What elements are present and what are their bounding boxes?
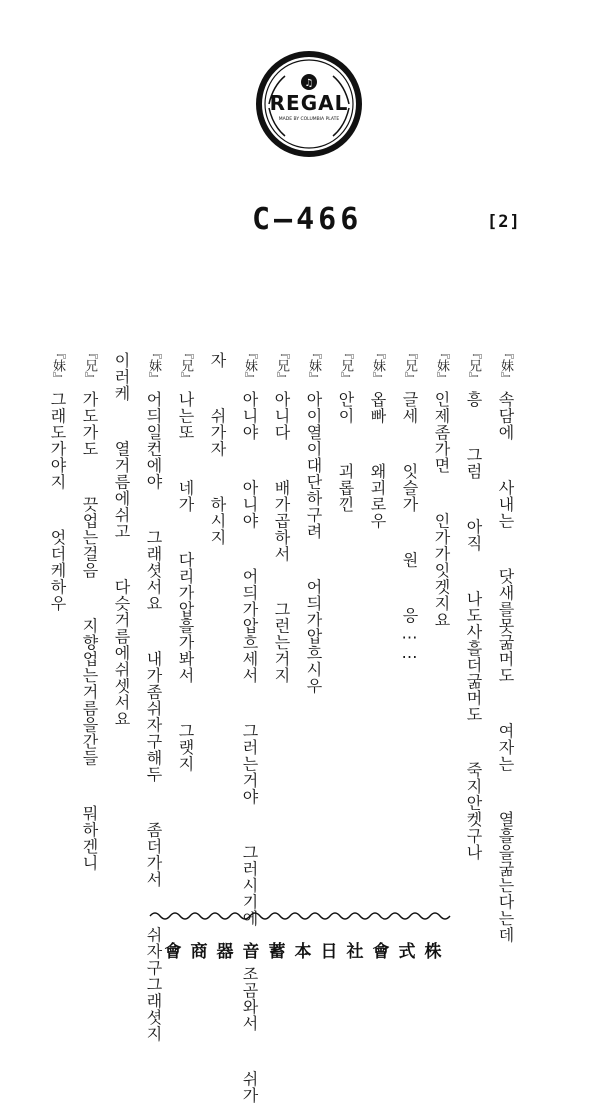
- lyric-line: [144, 268, 198, 1042]
- speaker-label: 『妹』: [370, 346, 385, 385]
- lyric-text: 이러케 열거름에쉬고 다슷거름에쉬셋서요: [112, 352, 131, 727]
- regal-logo: [255, 50, 363, 158]
- lyric-line: [432, 268, 486, 908]
- speaker-label: 『兄』: [82, 346, 97, 385]
- lyric-text: 나는또 네가 다리가압흘가봐서 그랫지: [176, 391, 195, 772]
- speaker-label: 『妹』: [50, 346, 65, 385]
- lyric-line: [464, 268, 518, 908]
- speaker-label: 『妹』: [434, 346, 449, 385]
- speaker-label: 『兄』: [338, 346, 353, 385]
- speaker-label: 『兄』: [402, 346, 417, 385]
- speaker-label: 『兄』: [466, 346, 481, 385]
- lyric-text: 안이 괴롭낀: [336, 391, 355, 513]
- lyric-line: [208, 268, 262, 908]
- speaker-label: 『妹』: [242, 346, 257, 385]
- lyric-line: [176, 268, 230, 908]
- lyric-line: [240, 268, 294, 1104]
- lyric-text: 흥 그럼 아직 나도사흘더굶머도 죽지안켓구나: [464, 391, 483, 861]
- side-number: [2]: [487, 212, 521, 232]
- speaker-label: 『兄』: [178, 346, 193, 385]
- lyric-line: [112, 268, 166, 908]
- logo-emblem-glyph: ♫: [304, 78, 314, 89]
- lyric-line: [272, 268, 326, 908]
- lyric-text: 가도가도 끗업는걸음 지향업는거름을간들 뭐하겐니: [80, 391, 99, 871]
- logo-brand: REGAL: [269, 91, 349, 115]
- speaker-label: 『妹』: [306, 346, 321, 385]
- lyric-text: 아니다 배가곱하서 그런는거지: [272, 391, 291, 684]
- lyric-line: [80, 268, 134, 908]
- lyric-text: 옵빠 왜괴로우: [368, 391, 387, 529]
- lyric-line: [496, 268, 550, 943]
- speaker-label: 『兄』: [274, 346, 289, 385]
- lyric-text: 인제좀가면 인가가잇겟지요: [432, 391, 451, 628]
- lyric-text: 아니야 아니야 어듸가압흐세서 그러는거야 그러시기에 조곰와서 쉬가: [240, 391, 259, 1104]
- lyric-line: [336, 268, 390, 908]
- lyric-text: 자 쉬가자 하시지: [208, 352, 227, 546]
- publisher-footer: 會商器音蓄本日社會式株: [164, 942, 451, 962]
- lyric-line: [304, 268, 358, 908]
- speaker-label: 『妹』: [498, 346, 513, 385]
- lyric-text: 아이열이대단하구려 어듸가압흐시우: [304, 391, 323, 694]
- lyric-line: [400, 268, 454, 908]
- lyric-line: [368, 268, 422, 908]
- speaker-label: 『妹』: [146, 346, 161, 385]
- lyric-text: 속담에 사내는 닷새를못굶머도 여자는 열흘을굶는다는데: [496, 391, 515, 943]
- lyric-text: 그래도가야지 엇더케하우: [48, 391, 67, 612]
- lyric-text: 어듸일컨에야 그래셧서요 내가좀쉬자구해두 좀더가서 쉬자구그래셧지: [144, 391, 163, 1042]
- lyric-line: [48, 268, 102, 908]
- lyric-text: 글세 잇슬가 원 응……: [400, 391, 419, 663]
- logo-small-text: MADE BY COLUMBIA PLATE: [278, 117, 340, 122]
- wavy-divider: [150, 910, 450, 922]
- catalog-number: C—466: [252, 202, 363, 237]
